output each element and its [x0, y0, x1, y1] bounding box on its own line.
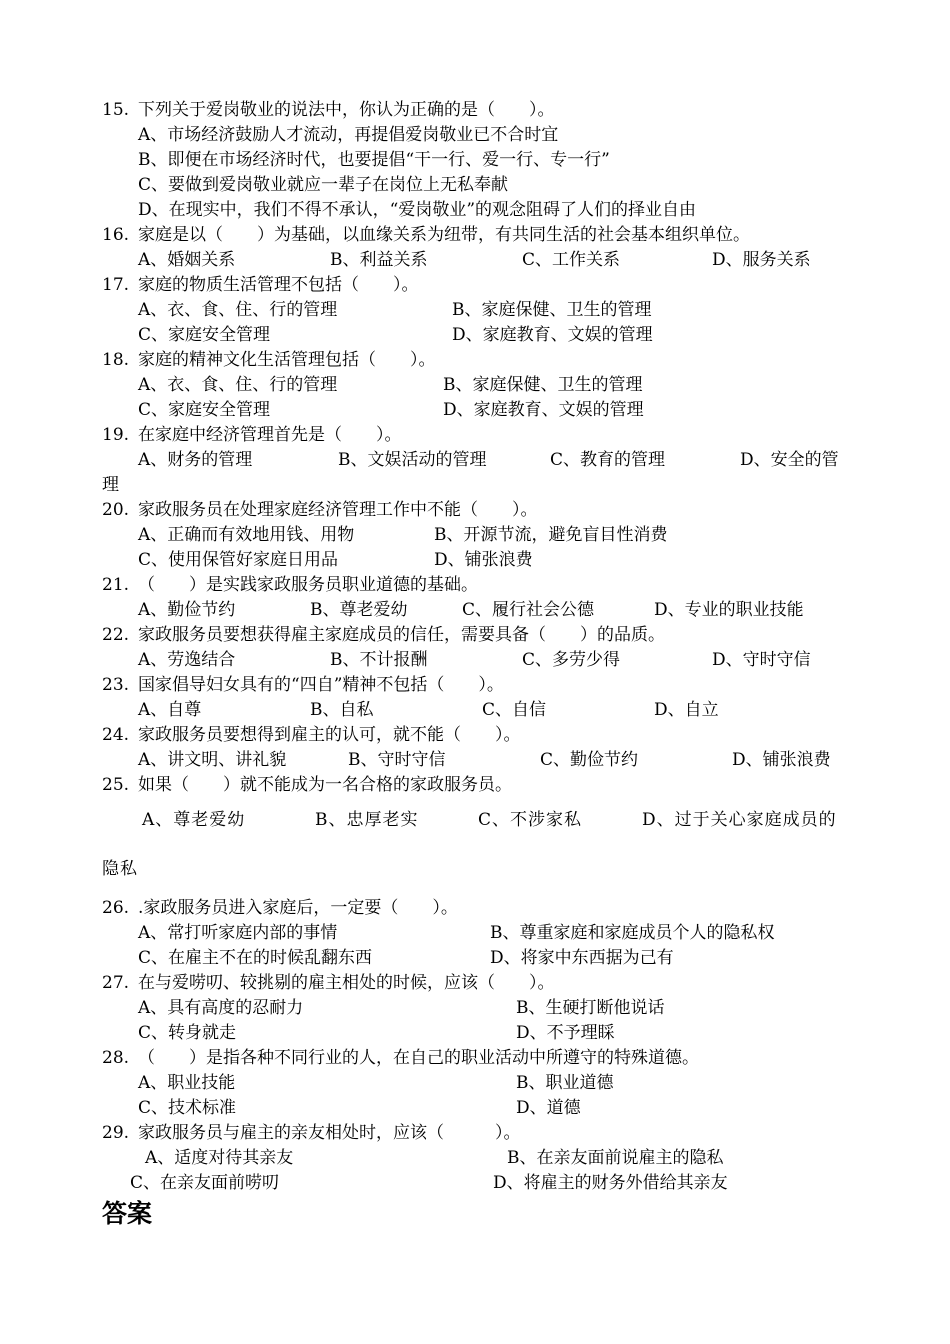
option-d: D、家庭教育、文娱的管理: [443, 400, 644, 420]
question-stem: .家政服务员进入家庭后，一定要（ ）。: [138, 898, 458, 918]
option-b: B、尊老爱幼: [310, 600, 408, 620]
option-c: C、在亲友面前唠叨: [130, 1173, 280, 1193]
option-d: D、道德: [516, 1098, 581, 1118]
question-stem: 下列关于爱岗敬业的说法中，你认为正确的是（ ）。: [138, 100, 555, 120]
question-number: 24.: [102, 725, 130, 745]
option-a: A、衣、食、住、行的管理: [138, 375, 338, 395]
option-d: D、将雇主的财务外借给其亲友: [493, 1173, 728, 1193]
option-b: B、生硬打断他说话: [516, 998, 665, 1018]
option-a: A、劳逸结合: [138, 650, 236, 670]
option-c: C、自信: [482, 700, 547, 720]
option-a: A、勤俭节约: [138, 600, 236, 620]
option-d: D、在现实中，我们不得不承认，“爱岗敬业”的观念阻碍了人们的择业自由: [138, 200, 697, 220]
option-a: A、尊老爱幼: [142, 810, 246, 830]
option-b: B、职业道德: [516, 1073, 614, 1093]
option-d-wrap: 理: [102, 475, 119, 495]
option-c: C、工作关系: [522, 250, 621, 270]
question-number: 25.: [102, 775, 130, 795]
question-stem: （ ）是实践家政服务员职业道德的基础。: [138, 575, 478, 595]
option-d: D、铺张浪费: [434, 550, 533, 570]
question-stem: 家政服务员在处理家庭经济管理工作中不能（ ）。: [138, 500, 538, 520]
option-d: D、不予理睬: [516, 1023, 615, 1043]
option-c: C、要做到爱岗敬业就应一辈子在岗位上无私奉献: [138, 175, 509, 195]
option-b: B、忠厚老实: [315, 810, 419, 830]
option-b: B、开源节流，避免盲目性消费: [434, 525, 668, 545]
question-number: 17.: [102, 275, 130, 295]
option-b: B、在亲友面前说雇主的隐私: [507, 1148, 724, 1168]
option-c: C、不涉家私: [478, 810, 583, 830]
option-b: B、不计报酬: [330, 650, 428, 670]
option-b: B、文娱活动的管理: [338, 450, 487, 470]
question-number: 18.: [102, 350, 130, 370]
option-d: D、服务关系: [712, 250, 811, 270]
option-a: A、财务的管理: [138, 450, 253, 470]
option-c: C、教育的管理: [550, 450, 666, 470]
option-c: C、勤俭节约: [540, 750, 639, 770]
option-a: A、衣、食、住、行的管理: [138, 300, 338, 320]
option-b: B、尊重家庭和家庭成员个人的隐私权: [490, 923, 775, 943]
option-a: A、自尊: [138, 700, 202, 720]
option-d-wrap: 隐私: [102, 859, 138, 879]
option-b: B、家庭保健、卫生的管理: [452, 300, 652, 320]
question-stem: 在与爱唠叨、较挑剔的雇主相处的时候，应该（ ）。: [138, 973, 555, 993]
question-number: 28.: [102, 1048, 130, 1068]
answers-heading: 答案: [102, 1199, 153, 1228]
question-number: 22.: [102, 625, 130, 645]
question-stem: 家庭是以（ ）为基础，以血缘关系为纽带，有共同生活的社会基本组织单位。: [138, 225, 750, 245]
option-b: B、守时守信: [348, 750, 446, 770]
option-c: C、使用保管好家庭日用品: [138, 550, 339, 570]
option-a: A、职业技能: [138, 1073, 236, 1093]
question-number: 20.: [102, 500, 130, 520]
question-number: 27.: [102, 973, 130, 993]
question-number: 15.: [102, 100, 130, 120]
option-c: C、多劳少得: [522, 650, 621, 670]
question-number: 23.: [102, 675, 130, 695]
option-d: D、守时守信: [712, 650, 811, 670]
option-a: A、正确而有效地用钱、用物: [138, 525, 355, 545]
option-a: A、市场经济鼓励人才流动，再提倡爱岗敬业已不合时宜: [138, 125, 559, 145]
option-d: D、安全的管: [740, 450, 839, 470]
question-stem: （ ）是指各种不同行业的人，在自己的职业活动中所遵守的特殊道德。: [138, 1048, 699, 1068]
option-b: B、自私: [310, 700, 374, 720]
option-c: C、家庭安全管理: [138, 400, 271, 420]
option-d: D、铺张浪费: [732, 750, 831, 770]
option-c: C、在雇主不在的时候乱翻东西: [138, 948, 373, 968]
option-b: B、家庭保健、卫生的管理: [443, 375, 643, 395]
option-a: A、适度对待其亲友: [145, 1148, 294, 1168]
question-number: 16.: [102, 225, 130, 245]
option-d: D、自立: [654, 700, 719, 720]
question-stem: 如果（ ）就不能成为一名合格的家政服务员。: [138, 775, 512, 795]
question-number: 21.: [102, 575, 130, 595]
option-c: C、转身就走: [138, 1023, 237, 1043]
option-c: C、家庭安全管理: [138, 325, 271, 345]
option-d: D、将家中东西据为己有: [490, 948, 674, 968]
option-c: C、履行社会公德: [462, 600, 595, 620]
question-number: 19.: [102, 425, 130, 445]
question-stem: 家政服务员要想获得雇主家庭成员的信任，需要具备（ ）的品质。: [138, 625, 665, 645]
question-stem: 家庭的物质生活管理不包括（ ）。: [138, 275, 419, 295]
question-stem: 在家庭中经济管理首先是（ ）。: [138, 425, 402, 445]
option-d: D、家庭教育、文娱的管理: [452, 325, 653, 345]
question-number: 26.: [102, 898, 130, 918]
question-stem: 国家倡导妇女具有的“四自”精神不包括（ ）。: [138, 675, 504, 695]
question-stem: 家政服务员要想得到雇主的认可，就不能（ ）。: [138, 725, 521, 745]
option-b: B、即便在市场经济时代，也要提倡“干一行、爱一行、专一行”: [138, 150, 610, 170]
question-number: 29.: [102, 1123, 130, 1143]
option-a: A、常打听家庭内部的事情: [138, 923, 338, 943]
option-c: C、技术标准: [138, 1098, 237, 1118]
option-a: A、讲文明、讲礼貌: [138, 750, 287, 770]
option-d: D、专业的职业技能: [654, 600, 804, 620]
option-a: A、婚姻关系: [138, 250, 236, 270]
option-b: B、利益关系: [330, 250, 428, 270]
option-a: A、具有高度的忍耐力: [138, 998, 304, 1018]
question-stem: 家政服务员与雇主的亲友相处时，应该（ ）。: [138, 1123, 521, 1143]
option-d: D、过于关心家庭成员的: [642, 810, 837, 830]
question-stem: 家庭的精神文化生活管理包括（ ）。: [138, 350, 436, 370]
